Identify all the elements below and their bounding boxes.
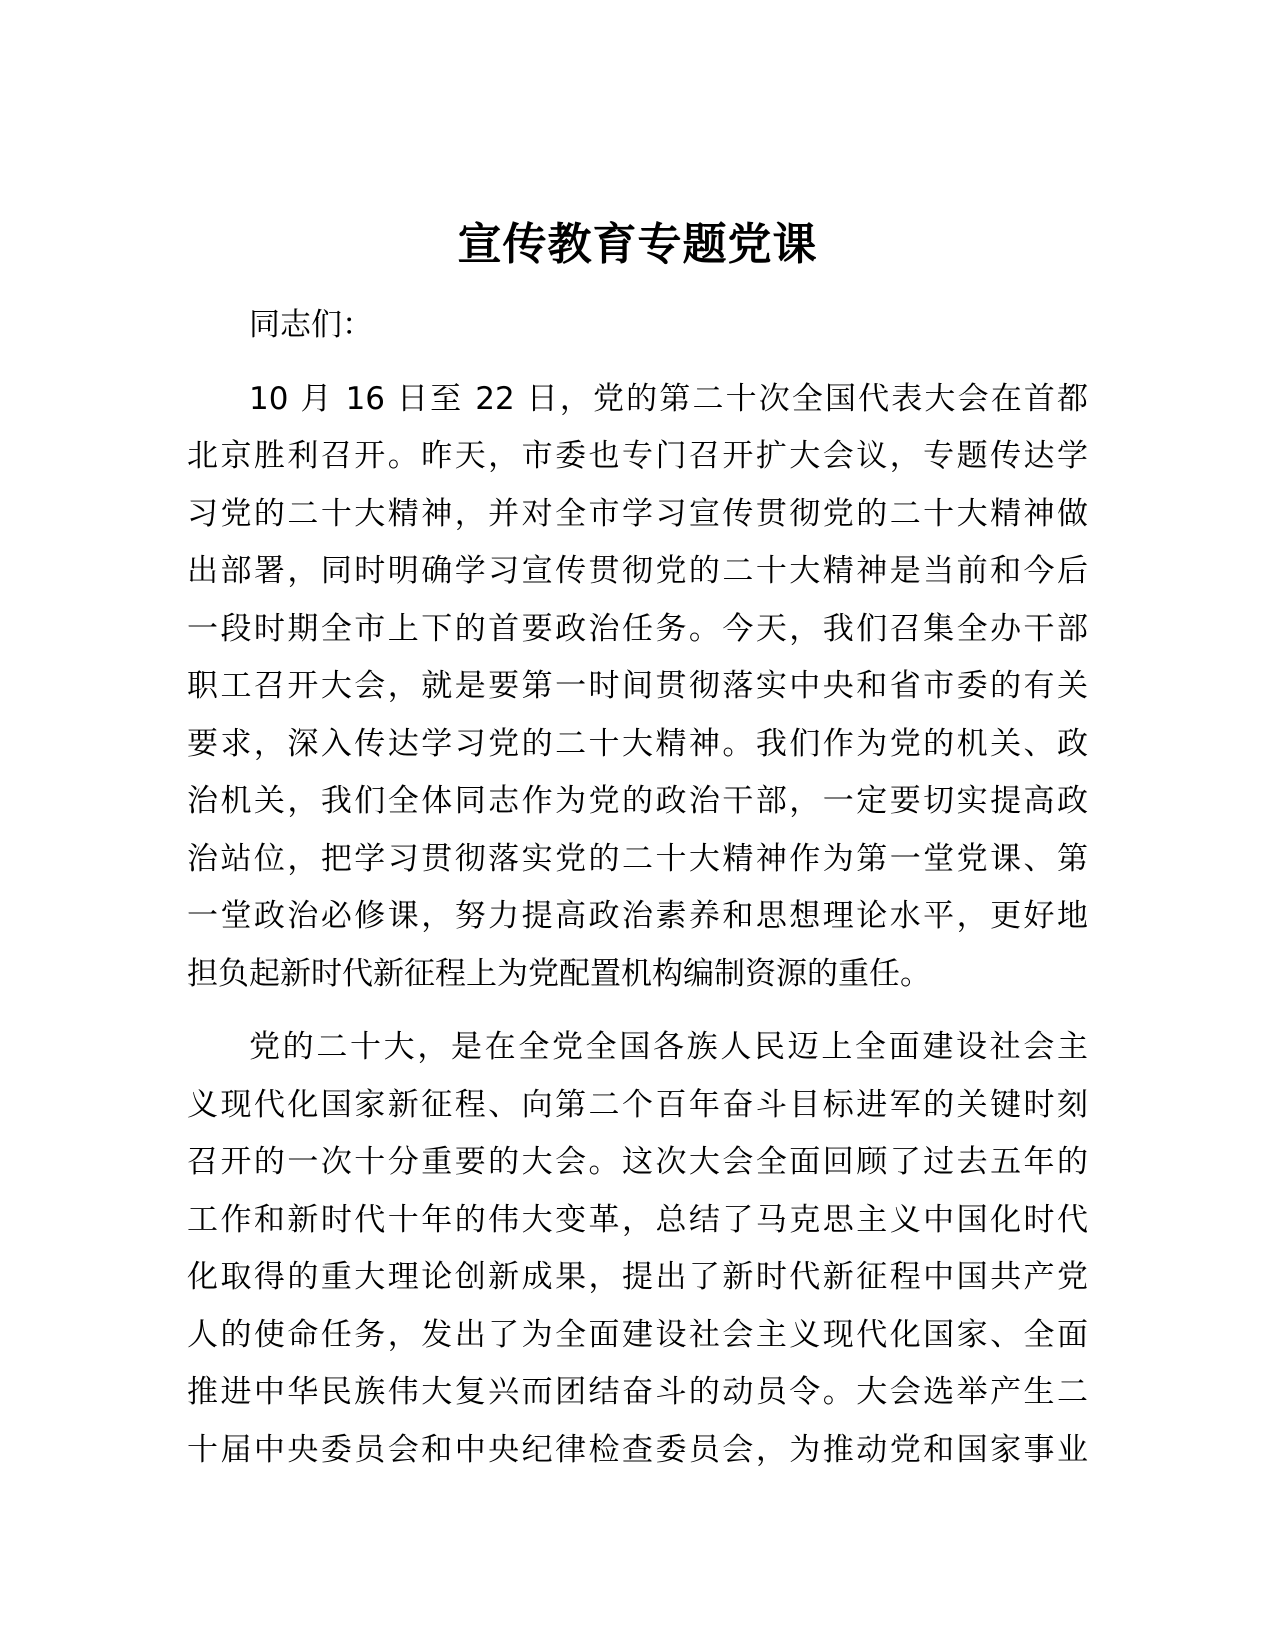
paragraph (187, 297, 1088, 355)
text-line: 要求，深入传达学习党的二十大精神。我们作为党的机关、政 (187, 725, 1088, 762)
text-line: 治机关，我们全体同志作为党的政治干部，一定要切实提高政 (187, 783, 1088, 819)
text-line: 人的使命任务，发出了为全面建设社会主义现代化国家、全面 (187, 1316, 1088, 1353)
document-title: 宣传教育专题党课 (457, 219, 818, 270)
text-line: 担负起新时代新征程上为党配置机构编制资源的重任。 (187, 955, 931, 992)
text-line: 化取得的重大理论创新成果，提出了新时代新征程中国共产党 (187, 1259, 1088, 1295)
document-body (187, 297, 1088, 1479)
paragraph (187, 371, 1088, 1004)
text-line: 一段时期全市上下的首要政治任务。今天，我们召集全办干部 (187, 610, 1088, 647)
text-line: 职工召开大会，就是要第一时间贯彻落实中央和省市委的有关 (187, 668, 1088, 704)
text-line: 工作和新时代十年的伟大变革，总结了马克思主义中国化时代 (187, 1201, 1088, 1238)
text-line: 治站位，把学习贯彻落实党的二十大精神作为第一堂党课、第 (187, 840, 1088, 877)
text-line: 同志们： (249, 307, 373, 343)
text-line: 10 月 16 日至 22 日，党的第二十次全国代表大会在首都 (249, 380, 1088, 417)
text-line: 出部署，同时明确学习宣传贯彻党的二十大精神是当前和今后 (187, 553, 1088, 589)
text-line: 北京胜利召开。昨天，市委也专门召开扩大会议，专题传达学 (187, 438, 1088, 474)
text-line: 义现代化国家新征程、向第二个百年奋斗目标进军的关键时刻 (187, 1086, 1088, 1123)
text-line: 一堂政治必修课，努力提高政治素养和思想理论水平，更好地 (187, 898, 1088, 934)
text-line: 推进中华民族伟大复兴而团结奋斗的动员令。大会选举产生二 (187, 1374, 1088, 1410)
paragraph (187, 1019, 1088, 1479)
text-line: 习党的二十大精神，并对全市学习宣传贯彻党的二十大精神做 (187, 495, 1088, 532)
text-line: 十届中央委员会和中央纪律检查委员会，为推动党和国家事业 (187, 1431, 1088, 1468)
text-line: 党的二十大，是在全党全国各族人民迈上全面建设社会主 (249, 1029, 1088, 1065)
text-line: 召开的一次十分重要的大会。这次大会全面回顾了过去五年的 (187, 1144, 1088, 1180)
